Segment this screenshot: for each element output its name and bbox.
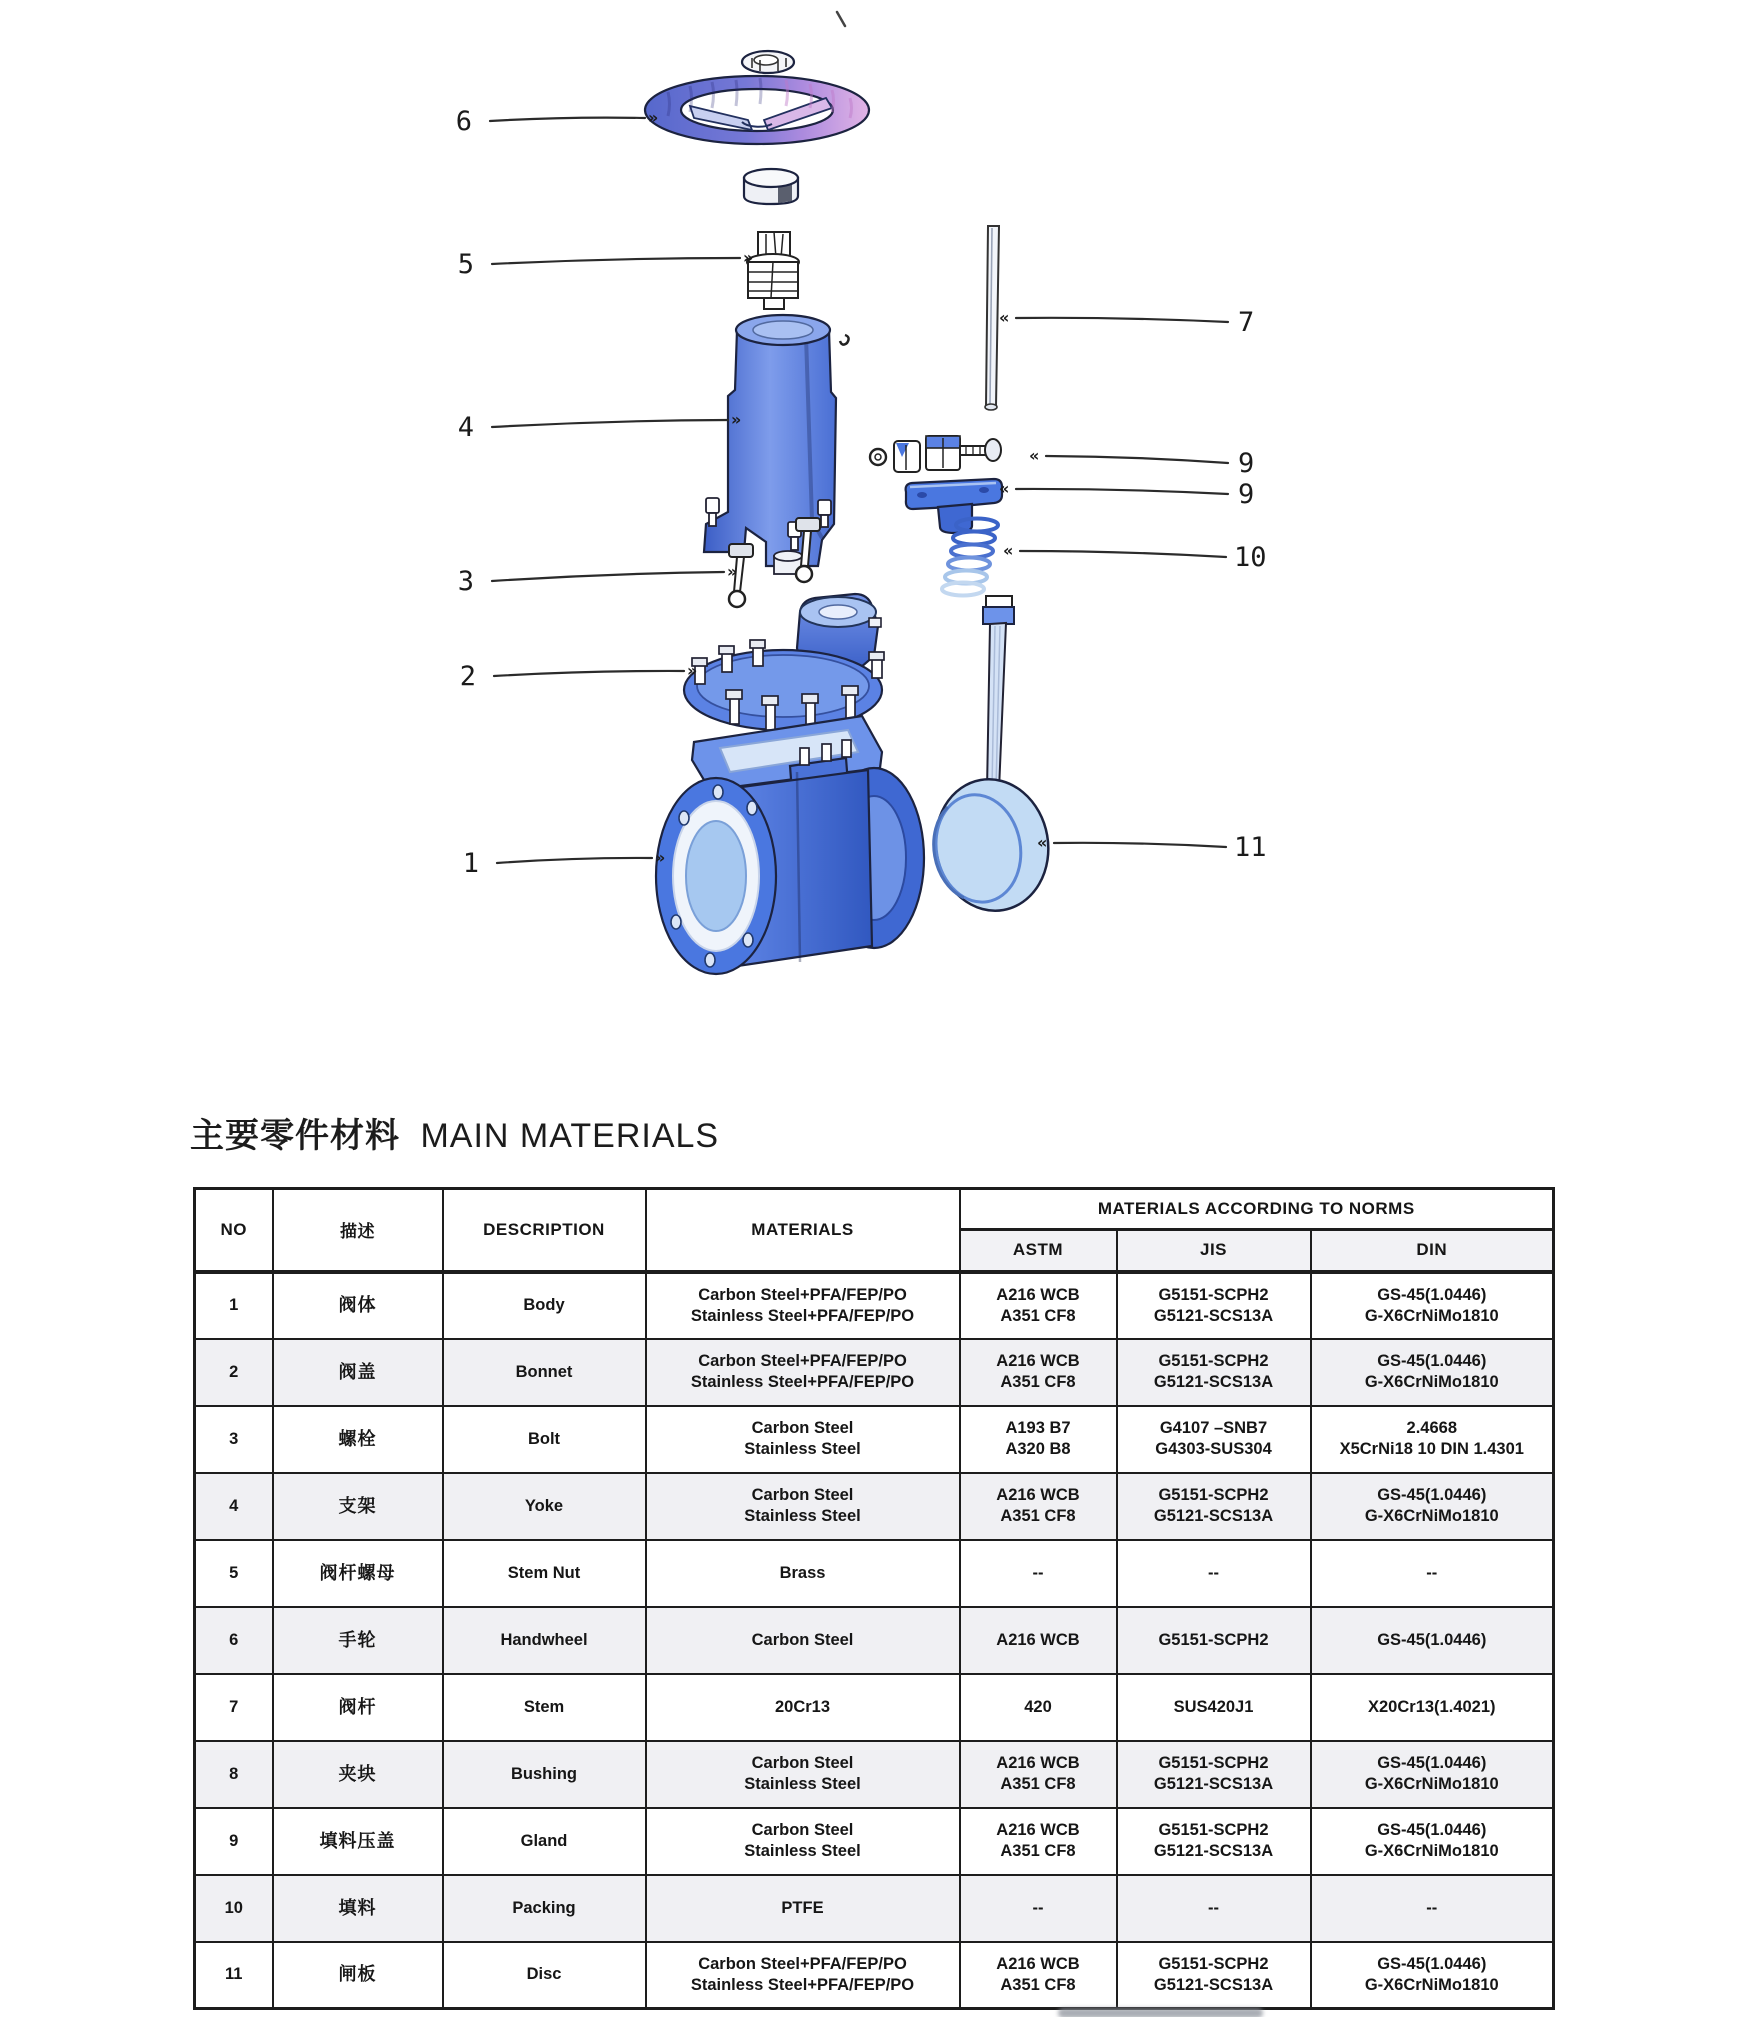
cell-materials: Carbon Steel+PFA/FEP/PO Stainless Steel+PFA/FEP/PO <box>646 1272 960 1339</box>
callout-number: 9 <box>1238 448 1255 479</box>
wheel-nut-part <box>742 51 794 73</box>
table-row <box>195 1540 1554 1607</box>
cell-materials: 20Cr13 <box>646 1674 960 1741</box>
table-row <box>195 1942 1554 2009</box>
cell-zh: 手轮 <box>273 1607 443 1674</box>
stray-mark <box>837 12 845 26</box>
cell-astm: A216 WCB <box>960 1607 1117 1674</box>
cell-en: Bushing <box>443 1741 646 1808</box>
cell-astm: A193 B7 A320 B8 <box>960 1406 1117 1473</box>
callout-line <box>494 671 684 676</box>
callout-number: 10 <box>1234 542 1267 573</box>
header-norms: MATERIALS ACCORDING TO NORMS <box>960 1189 1554 1230</box>
callout-number: 3 <box>457 566 474 597</box>
cell-no: 9 <box>195 1808 273 1875</box>
cell-en: Bonnet <box>443 1339 646 1406</box>
header-materials: MATERIALS <box>646 1189 960 1272</box>
callout-chevron: « <box>999 479 1010 498</box>
callout-line <box>497 858 652 863</box>
table-row <box>195 1272 1554 1339</box>
callout-chevron: » <box>687 661 698 680</box>
cell-jis: G5151-SCPH2 G5121-SCS13A <box>1117 1473 1311 1540</box>
yoke-part <box>704 315 849 574</box>
callout-number: 7 <box>1238 307 1255 338</box>
cell-zh: 填料 <box>273 1875 443 1942</box>
cell-no: 6 <box>195 1607 273 1674</box>
callout-chevron: » <box>648 108 659 127</box>
header-jis: JIS <box>1117 1230 1311 1272</box>
cell-din: GS-45(1.0446) G-X6CrNiMo1810 <box>1311 1339 1554 1406</box>
header-no: NO <box>195 1189 273 1272</box>
callout-line <box>1016 489 1228 494</box>
cell-no: 7 <box>195 1674 273 1741</box>
callout-line <box>490 118 645 121</box>
cell-jis: G4107 –SNB7 G4303-SUS304 <box>1117 1406 1311 1473</box>
cell-din: GS-45(1.0446) G-X6CrNiMo1810 <box>1311 1942 1554 2009</box>
materials-table-body <box>195 1272 1554 2009</box>
cell-jis: G5151-SCPH2 G5121-SCS13A <box>1117 1741 1311 1808</box>
callout-line <box>492 420 728 427</box>
callout-number: 9 <box>1238 479 1255 510</box>
table-row <box>195 1406 1554 1473</box>
cell-materials: PTFE <box>646 1875 960 1942</box>
cell-din: X20Cr13(1.4021) <box>1311 1674 1554 1741</box>
table-row <box>195 1339 1554 1406</box>
stem-part <box>985 226 999 410</box>
callout-number: 4 <box>457 412 474 443</box>
cell-en: Yoke <box>443 1473 646 1540</box>
cell-en: Packing <box>443 1875 646 1942</box>
callout-number: 11 <box>1234 832 1267 863</box>
callout-line <box>1046 456 1228 463</box>
bonnet-part <box>684 594 884 790</box>
page-cutoff-artifact <box>1058 2008 1263 2017</box>
table-row <box>195 1607 1554 1674</box>
cell-astm: 420 <box>960 1674 1117 1741</box>
header-description: DESCRIPTION <box>443 1189 646 1272</box>
gland-part <box>906 479 1002 533</box>
cell-zh: 阀体 <box>273 1272 443 1339</box>
wheel-cap-part <box>744 169 798 204</box>
cell-en: Handwheel <box>443 1607 646 1674</box>
header-desc-zh: 描述 <box>273 1189 443 1272</box>
materials-table-wrap <box>193 1187 1555 2010</box>
callout-line <box>492 258 740 264</box>
cell-jis: -- <box>1117 1540 1311 1607</box>
cell-zh: 阀盖 <box>273 1339 443 1406</box>
cell-no: 2 <box>195 1339 273 1406</box>
cell-jis: SUS420J1 <box>1117 1674 1311 1741</box>
cell-en: Body <box>443 1272 646 1339</box>
materials-table <box>193 1187 1555 2010</box>
cell-no: 8 <box>195 1741 273 1808</box>
disc-part <box>923 596 1059 920</box>
cell-en: Disc <box>443 1942 646 2009</box>
cell-materials: Carbon Steel <box>646 1607 960 1674</box>
callout-chevron: » <box>727 562 738 581</box>
table-row <box>195 1808 1554 1875</box>
cell-astm: -- <box>960 1540 1117 1607</box>
cell-astm: A216 WCB A351 CF8 <box>960 1473 1117 1540</box>
cell-materials: Carbon Steel Stainless Steel <box>646 1473 960 1540</box>
table-row <box>195 1741 1554 1808</box>
cell-en: Gland <box>443 1808 646 1875</box>
callout-line <box>1020 551 1226 557</box>
cell-materials: Brass <box>646 1540 960 1607</box>
body-part <box>656 740 924 974</box>
callout-chevron: » <box>743 248 754 267</box>
cell-no: 4 <box>195 1473 273 1540</box>
stem-nut-part <box>747 232 799 309</box>
yoke-stud-mark <box>840 335 849 345</box>
header-astm: ASTM <box>960 1230 1117 1272</box>
cell-din: GS-45(1.0446) G-X6CrNiMo1810 <box>1311 1473 1554 1540</box>
cell-en: Stem Nut <box>443 1540 646 1607</box>
cell-astm: A216 WCB A351 CF8 <box>960 1741 1117 1808</box>
cell-jis: G5151-SCPH2 G5121-SCS13A <box>1117 1339 1311 1406</box>
cell-no: 10 <box>195 1875 273 1942</box>
callout-chevron: » <box>655 848 666 867</box>
cell-en: Stem <box>443 1674 646 1741</box>
cell-jis: G5151-SCPH2 <box>1117 1607 1311 1674</box>
callout-chevron: « <box>999 308 1010 327</box>
callout-chevron: « <box>1029 446 1040 465</box>
callout-chevron: « <box>1037 833 1048 852</box>
cell-materials: Carbon Steel+PFA/FEP/PO Stainless Steel+PFA/FEP/PO <box>646 1339 960 1406</box>
callout-number: 5 <box>457 249 474 280</box>
cell-no: 11 <box>195 1942 273 2009</box>
handwheel-part <box>645 76 869 144</box>
cell-zh: 螺栓 <box>273 1406 443 1473</box>
table-row <box>195 1875 1554 1942</box>
bushing-part <box>870 436 1001 472</box>
section-title-en: MAIN MATERIALS <box>420 1117 720 1155</box>
cell-materials: Carbon Steel Stainless Steel <box>646 1741 960 1808</box>
cell-din: 2.4668 X5CrNi18 10 DIN 1.4301 <box>1311 1406 1554 1473</box>
callout-number: 1 <box>462 848 479 879</box>
cell-materials: Carbon Steel Stainless Steel <box>646 1808 960 1875</box>
cell-jis: G5151-SCPH2 G5121-SCS13A <box>1117 1942 1311 2009</box>
cell-zh: 阀杆 <box>273 1674 443 1741</box>
callout-line <box>1016 318 1228 322</box>
cell-no: 1 <box>195 1272 273 1339</box>
cell-en: Bolt <box>443 1406 646 1473</box>
cell-jis: -- <box>1117 1875 1311 1942</box>
cell-jis: G5151-SCPH2 G5121-SCS13A <box>1117 1272 1311 1339</box>
cell-din: -- <box>1311 1540 1554 1607</box>
cell-materials: Carbon Steel Stainless Steel <box>646 1406 960 1473</box>
cell-astm: A216 WCB A351 CF8 <box>960 1808 1117 1875</box>
header-din: DIN <box>1311 1230 1554 1272</box>
cell-zh: 填料压盖 <box>273 1808 443 1875</box>
cell-no: 3 <box>195 1406 273 1473</box>
table-row <box>195 1473 1554 1540</box>
callout-chevron: « <box>1003 541 1014 560</box>
cell-din: GS-45(1.0446) G-X6CrNiMo1810 <box>1311 1272 1554 1339</box>
cell-din: GS-45(1.0446) G-X6CrNiMo1810 <box>1311 1808 1554 1875</box>
section-title-zh: 主要零件材料 <box>190 1117 400 1155</box>
cell-astm: -- <box>960 1875 1117 1942</box>
cell-astm: A216 WCB A351 CF8 <box>960 1339 1117 1406</box>
cell-din: -- <box>1311 1875 1554 1942</box>
cell-no: 5 <box>195 1540 273 1607</box>
cell-zh: 支架 <box>273 1473 443 1540</box>
table-row <box>195 1674 1554 1741</box>
cell-jis: G5151-SCPH2 G5121-SCS13A <box>1117 1808 1311 1875</box>
cell-din: GS-45(1.0446) <box>1311 1607 1554 1674</box>
cell-zh: 阀杆螺母 <box>273 1540 443 1607</box>
callout-line <box>1054 843 1226 847</box>
cell-astm: A216 WCB A351 CF8 <box>960 1272 1117 1339</box>
cell-zh: 夹块 <box>273 1741 443 1808</box>
callout-number: 6 <box>455 106 472 137</box>
cell-materials: Carbon Steel+PFA/FEP/PO Stainless Steel+PFA/FEP/PO <box>646 1942 960 2009</box>
cell-zh: 闸板 <box>273 1942 443 2009</box>
callout-chevron: » <box>731 410 742 429</box>
cell-astm: A216 WCB A351 CF8 <box>960 1942 1117 2009</box>
callout-number: 2 <box>459 661 476 692</box>
cell-din: GS-45(1.0446) G-X6CrNiMo1810 <box>1311 1741 1554 1808</box>
callout-line <box>492 572 724 581</box>
section-title <box>190 1108 719 1154</box>
